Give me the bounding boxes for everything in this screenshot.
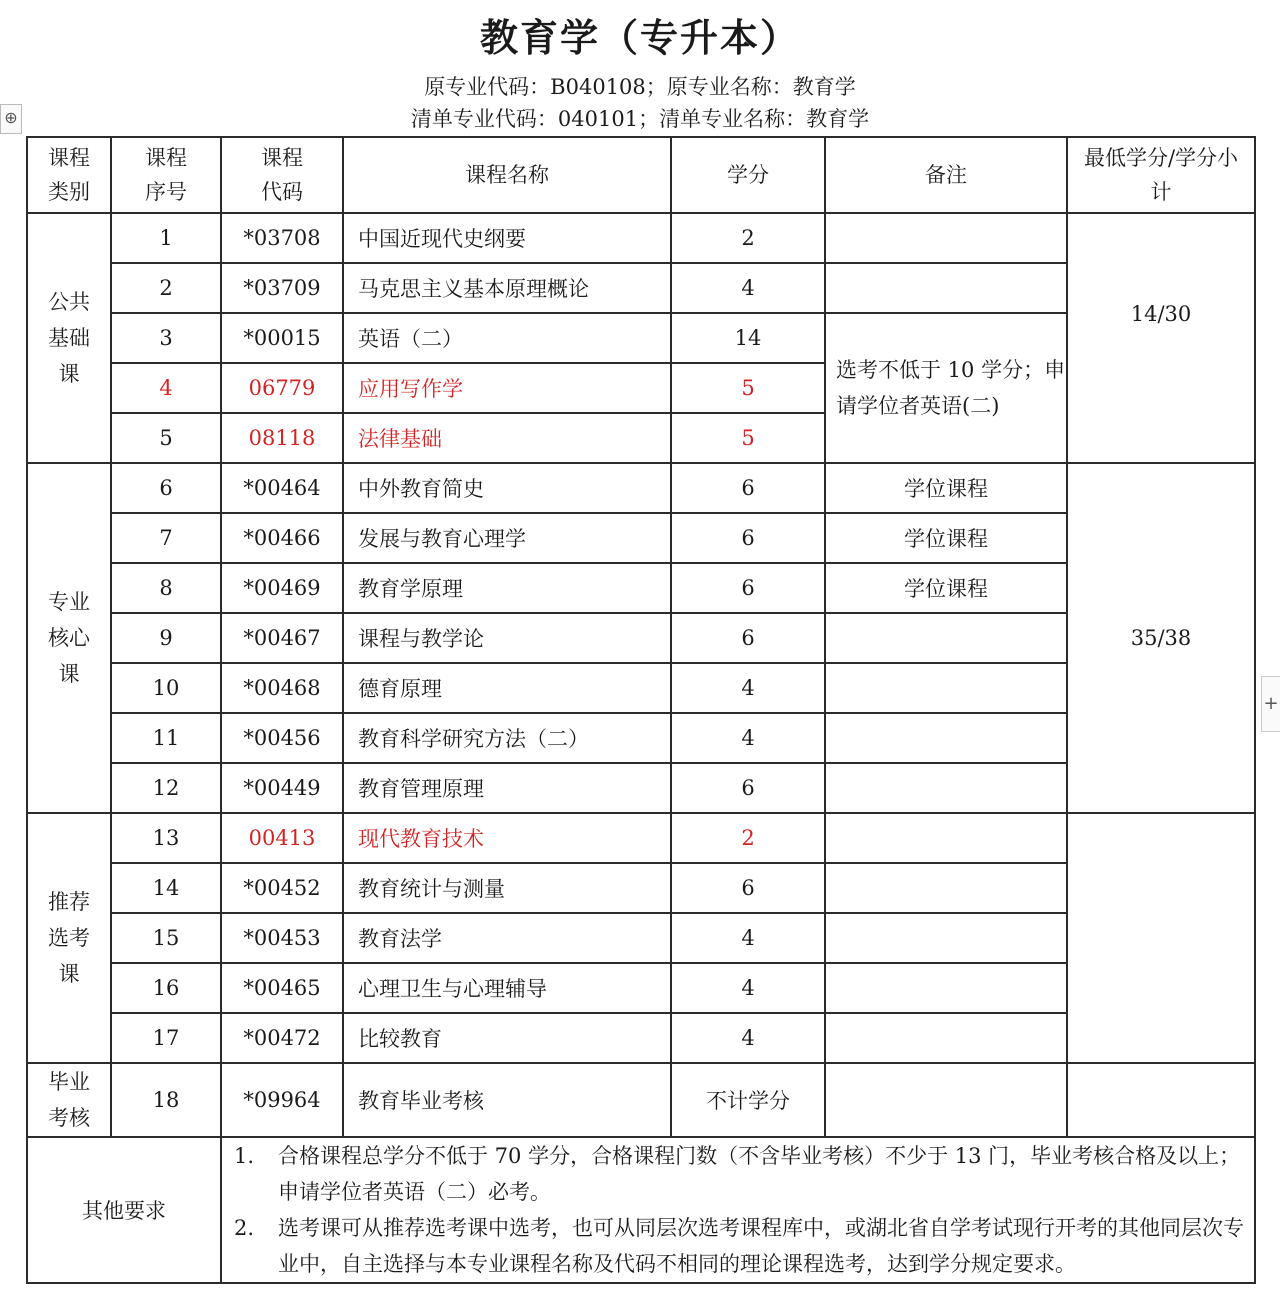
table-row [27, 213, 1255, 263]
credit-cell: 不计学分 [671, 1063, 825, 1137]
note-cell: 学位课程 [825, 463, 1067, 513]
credit-cell: 4 [671, 963, 825, 1013]
code-cell: *00472 [221, 1013, 343, 1063]
name-cell: 教育学原理 [343, 563, 671, 613]
note-cell [825, 813, 1067, 863]
seq-cell: 4 [111, 363, 221, 413]
credit-cell: 2 [671, 213, 825, 263]
credit-cell: 6 [671, 463, 825, 513]
name-cell: 教育统计与测量 [343, 863, 671, 913]
name-cell: 课程与教学论 [343, 613, 671, 663]
seq-cell: 10 [111, 663, 221, 713]
table-header-row [27, 137, 1255, 213]
min-credit-core: 35/38 [1067, 463, 1255, 813]
name-cell: 教育毕业考核 [343, 1063, 671, 1137]
credit-cell: 6 [671, 513, 825, 563]
name-cell: 应用写作学 [343, 363, 671, 413]
course-table [26, 136, 1256, 1284]
credit-cell: 4 [671, 663, 825, 713]
credit-cell: 4 [671, 263, 825, 313]
requirement-item: 1. 合格课程总学分不低于 70 学分，合格课程门数（不含毕业考核）不少于 13 门，毕业考核合格及以上；申请学位者英语（二）必考。 [234, 1144, 1241, 1204]
header-name: 课程名称 [343, 137, 671, 213]
credit-cell: 4 [671, 1013, 825, 1063]
category-core: 专业 核心 课 [27, 463, 111, 813]
seq-cell: 3 [111, 313, 221, 363]
name-cell: 教育法学 [343, 913, 671, 963]
credit-cell: 14 [671, 313, 825, 363]
seq-cell: 18 [111, 1063, 221, 1137]
credit-cell: 6 [671, 613, 825, 663]
seq-cell: 7 [111, 513, 221, 563]
name-cell: 中国近现代史纲要 [343, 213, 671, 263]
name-cell: 英语（二） [343, 313, 671, 363]
code-cell: *00456 [221, 713, 343, 763]
note-cell [825, 263, 1067, 313]
seq-cell: 11 [111, 713, 221, 763]
note-cell [825, 913, 1067, 963]
other-requirements-label: 其他要求 [27, 1137, 221, 1283]
credit-cell: 6 [671, 863, 825, 913]
other-requirements-content [221, 1137, 1255, 1283]
note-cell [825, 1013, 1067, 1063]
seq-cell: 9 [111, 613, 221, 663]
seq-cell: 15 [111, 913, 221, 963]
header-category: 课程 类别 [27, 137, 111, 213]
credit-cell: 6 [671, 763, 825, 813]
table-row [27, 1063, 1255, 1137]
code-cell: *00015 [221, 313, 343, 363]
name-cell: 德育原理 [343, 663, 671, 713]
header-note: 备注 [825, 137, 1067, 213]
name-cell: 马克思主义基本原理概论 [343, 263, 671, 313]
min-credit-graduation [1067, 1063, 1255, 1137]
name-cell: 教育科学研究方法（二） [343, 713, 671, 763]
code-cell: *00464 [221, 463, 343, 513]
note-cell: 学位课程 [825, 513, 1067, 563]
note-cell [825, 213, 1067, 263]
code-cell: 00413 [221, 813, 343, 863]
seq-cell: 14 [111, 863, 221, 913]
note-cell [825, 613, 1067, 663]
header-min-credit: 最低学分/学分小 计 [1067, 137, 1255, 213]
name-cell: 比较教育 [343, 1013, 671, 1063]
add-column-icon[interactable]: + [1261, 676, 1280, 732]
name-cell: 发展与教育心理学 [343, 513, 671, 563]
move-icon[interactable]: ⊕ [0, 104, 22, 134]
name-cell: 教育管理原理 [343, 763, 671, 813]
seq-cell: 16 [111, 963, 221, 1013]
min-credit-public: 14/30 [1067, 213, 1255, 463]
header-credit: 学分 [671, 137, 825, 213]
seq-cell: 6 [111, 463, 221, 513]
seq-cell: 12 [111, 763, 221, 813]
code-cell: *00449 [221, 763, 343, 813]
credit-cell: 4 [671, 713, 825, 763]
credit-cell: 5 [671, 363, 825, 413]
category-elective: 推荐 选考 课 [27, 813, 111, 1063]
header-code: 课程 代码 [221, 137, 343, 213]
note-cell [825, 1063, 1067, 1137]
credit-cell: 4 [671, 913, 825, 963]
seq-cell: 13 [111, 813, 221, 863]
page-title: 教育学（专升本） [479, 15, 800, 60]
other-requirements-row [27, 1137, 1255, 1283]
requirements-list [222, 1138, 1254, 1282]
seq-cell: 5 [111, 413, 221, 463]
requirement-item: 2. 选考课可从推荐选考课中选考，也可从同层次选考课程库中，或湖北省自学考试现行开考的其他同层次专业中，自主选择与本专业课程名称及代码不相同的理论课程选考，达到学分规定要求。 [234, 1216, 1244, 1276]
name-cell: 中外教育简史 [343, 463, 671, 513]
min-credit-elective [1067, 813, 1255, 1063]
note-cell [825, 663, 1067, 713]
note-elective-requirement: 选考不低于 10 学分；申请学位者英语(二) [825, 313, 1067, 463]
seq-cell: 17 [111, 1013, 221, 1063]
original-major-info: 原专业代码：B040108；原专业名称：教育学 [424, 75, 856, 99]
header-seq: 课程 序号 [111, 137, 221, 213]
note-cell: 学位课程 [825, 563, 1067, 613]
credit-cell: 2 [671, 813, 825, 863]
credit-cell: 6 [671, 563, 825, 613]
code-cell: *00469 [221, 563, 343, 613]
code-cell: *03708 [221, 213, 343, 263]
code-cell: *00466 [221, 513, 343, 563]
code-cell: 08118 [221, 413, 343, 463]
table-row [27, 463, 1255, 513]
code-cell: *00453 [221, 913, 343, 963]
note-cell [825, 863, 1067, 913]
list-major-info: 清单专业代码：040101；清单专业名称：教育学 [410, 107, 870, 131]
seq-cell: 2 [111, 263, 221, 313]
note-cell [825, 763, 1067, 813]
category-graduation: 毕业 考核 [27, 1063, 111, 1137]
name-cell: 法律基础 [343, 413, 671, 463]
credit-cell: 5 [671, 413, 825, 463]
name-cell: 现代教育技术 [343, 813, 671, 863]
code-cell: *03709 [221, 263, 343, 313]
seq-cell: 1 [111, 213, 221, 263]
code-cell: *00468 [221, 663, 343, 713]
note-cell [825, 713, 1067, 763]
table-row [27, 813, 1255, 863]
code-cell: 06779 [221, 363, 343, 413]
note-cell [825, 963, 1067, 1013]
category-public: 公共 基础 课 [27, 213, 111, 463]
code-cell: *09964 [221, 1063, 343, 1137]
seq-cell: 8 [111, 563, 221, 613]
name-cell: 心理卫生与心理辅导 [343, 963, 671, 1013]
code-cell: *00467 [221, 613, 343, 663]
code-cell: *00465 [221, 963, 343, 1013]
code-cell: *00452 [221, 863, 343, 913]
